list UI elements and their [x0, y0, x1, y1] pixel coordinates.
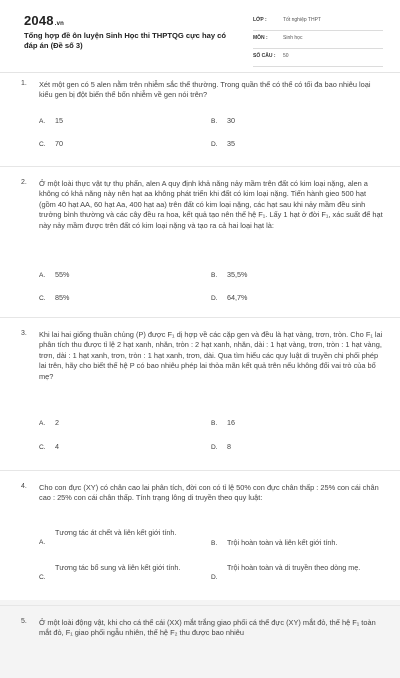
option-text: 2: [55, 418, 59, 427]
question-number: 4.: [21, 483, 27, 490]
meta-label: MÔN :: [253, 35, 268, 41]
option-key: A.: [39, 272, 46, 279]
option-c[interactable]: [39, 139, 63, 150]
option-key: A.: [39, 539, 46, 546]
logo-suffix: .vn: [54, 21, 65, 27]
option-c[interactable]: [39, 442, 59, 453]
option-key: D.: [211, 295, 218, 302]
meta-label: SỐ CÂU :: [253, 53, 276, 59]
question-text: Xét một gen có 5 alen nằm trên nhiễm sắc thể thường. Trong quần thể có thể có tối đa bao nhiêu loại kiểu gen bị đột biến thể bốn nhiễm về gen nói trên?: [39, 80, 371, 100]
option-d[interactable]: [211, 563, 371, 581]
option-text: 15: [55, 116, 63, 125]
meta-row-count: [253, 51, 383, 67]
option-key: C.: [39, 295, 46, 302]
option-text: Trội hoàn toàn và liên kết giới tính.: [227, 538, 338, 547]
option-c[interactable]: [39, 563, 194, 581]
option-key: B.: [211, 420, 218, 427]
option-text: 8: [227, 442, 231, 451]
meta-row-subject: [253, 33, 383, 49]
page-header: [0, 0, 400, 66]
question-list: [0, 80, 400, 678]
option-key: B.: [211, 118, 218, 125]
option-a[interactable]: [39, 116, 63, 127]
question-4: [0, 483, 400, 606]
meta-label: LỚP :: [253, 17, 267, 23]
option-text: 85%: [55, 293, 70, 302]
option-key: C.: [39, 574, 46, 581]
meta-value: Tốt nghiệp THPT: [283, 17, 321, 23]
option-text: 55%: [55, 270, 70, 279]
option-text: 16: [227, 418, 235, 427]
question-number: 1.: [21, 80, 27, 87]
meta-row-class: [253, 15, 383, 31]
question-1: [0, 80, 400, 167]
option-a[interactable]: [39, 528, 194, 546]
question-number: 2.: [21, 179, 27, 186]
site-logo[interactable]: [24, 13, 64, 28]
option-text: 35,5%: [227, 270, 248, 279]
option-key: D.: [211, 444, 218, 451]
question-3: [0, 330, 400, 471]
option-c[interactable]: [39, 293, 69, 304]
option-text: 70: [55, 139, 63, 148]
question-text: Cho con đực (XY) có chân cao lai phân tích, đời con có tỉ lệ 50% con đực chân thấp : 25% con cái chân cao : 25% con cái chân thấp. Tính trạng lông di truyền theo quy luật:: [39, 483, 379, 503]
option-a[interactable]: [39, 418, 59, 429]
option-d[interactable]: [211, 293, 247, 304]
option-key: C.: [39, 444, 46, 451]
option-text: 64,7%: [227, 293, 248, 302]
option-key: B.: [211, 540, 218, 547]
logo-text: 2048: [24, 13, 54, 28]
option-text: 30: [227, 116, 235, 125]
option-d[interactable]: [211, 442, 231, 453]
question-text: Khi lai hai giống thuần chủng (P) được F₁ dị hợp về các cặp gen và đều là hạt vàng, trơn, tròn. Cho F₁ lai phân tích thu được tỉ lệ 2 hạt xanh, nhăn, tròn : 2 hạt xanh, nhăn, dài : 1 hạt vàng, trơn, tròn : 1 hạt vàng, trơn, dài : 1 hạt xanh, trơn, tròn : 1 hạt xanh, trơn, dài. Qua tìm hiểu các quy luật di truyền chi phối phép lai trên, hãy cho biết thế hệ P có bao nhiêu phép lai thỏa mãn kết quả trên nếu không đổi vai trò của bố mẹ?: [39, 330, 383, 381]
meta-value: Sinh học: [283, 35, 303, 41]
exam-meta: [253, 15, 383, 69]
option-a[interactable]: [39, 270, 69, 281]
meta-value: 50: [283, 53, 289, 59]
question-5: [0, 618, 400, 678]
option-b[interactable]: [211, 270, 247, 281]
question-text: Ở một loài động vật, khi cho cá thể cái (XX) mắt trắng giao phối cá thể đực (XY) mắt đỏ, thế hệ F₁ toàn mắt đỏ, F₁ giao phối ngẫu nhiên, thế hệ F₂ thu được bao nhiêu: [39, 618, 376, 638]
question-2: [0, 179, 400, 318]
header-divider: [0, 72, 400, 73]
option-text: Trội hoàn toàn và di truyền theo dòng mẹ.: [227, 563, 361, 572]
option-key: D.: [211, 141, 218, 148]
option-key: A.: [39, 420, 46, 427]
option-key: D.: [211, 574, 218, 581]
option-text: Tương tác át chết và liên kết giới tính.: [55, 528, 177, 537]
option-key: C.: [39, 141, 46, 148]
option-b[interactable]: [211, 538, 386, 549]
option-text: 35: [227, 139, 235, 148]
option-text: 4: [55, 442, 59, 451]
question-text: Ở một loài thực vật tự thụ phấn, alen A quy định khả năng nảy mầm trên đất có kim loại nặng, alen a không có khả năng này nên hạt aa không phát triển khi đất có kim loại nặng. Tiến hành gieo 500 hạt (gồm 40 hạt AA, 60 hạt Aa, 400 hạt aa) trên đất có kim loại nặng, các hạt sau khi nảy mầm đều sinh trưởng bình thường và các cây đều ra hoa, kết quả tạo nên thế hệ F₁. Lấy 1 hạt ở đời F₁, xác suất để hạt này nảy mầm được trên đất có kim loại nặng và tạo ra cả hai loại hạt là:: [39, 179, 383, 230]
option-text: Tương tác bổ sung và liên kết giới tính.: [55, 563, 181, 572]
option-key: B.: [211, 272, 218, 279]
page-title: Tổng hợp đề ôn luyện Sinh Học thi THPTQG cực hay có đáp án (Đề số 3): [24, 31, 227, 50]
option-b[interactable]: [211, 418, 235, 429]
option-d[interactable]: [211, 139, 235, 150]
option-b[interactable]: [211, 116, 235, 127]
question-number: 5.: [21, 618, 27, 625]
option-key: A.: [39, 118, 46, 125]
question-number: 3.: [21, 330, 27, 337]
